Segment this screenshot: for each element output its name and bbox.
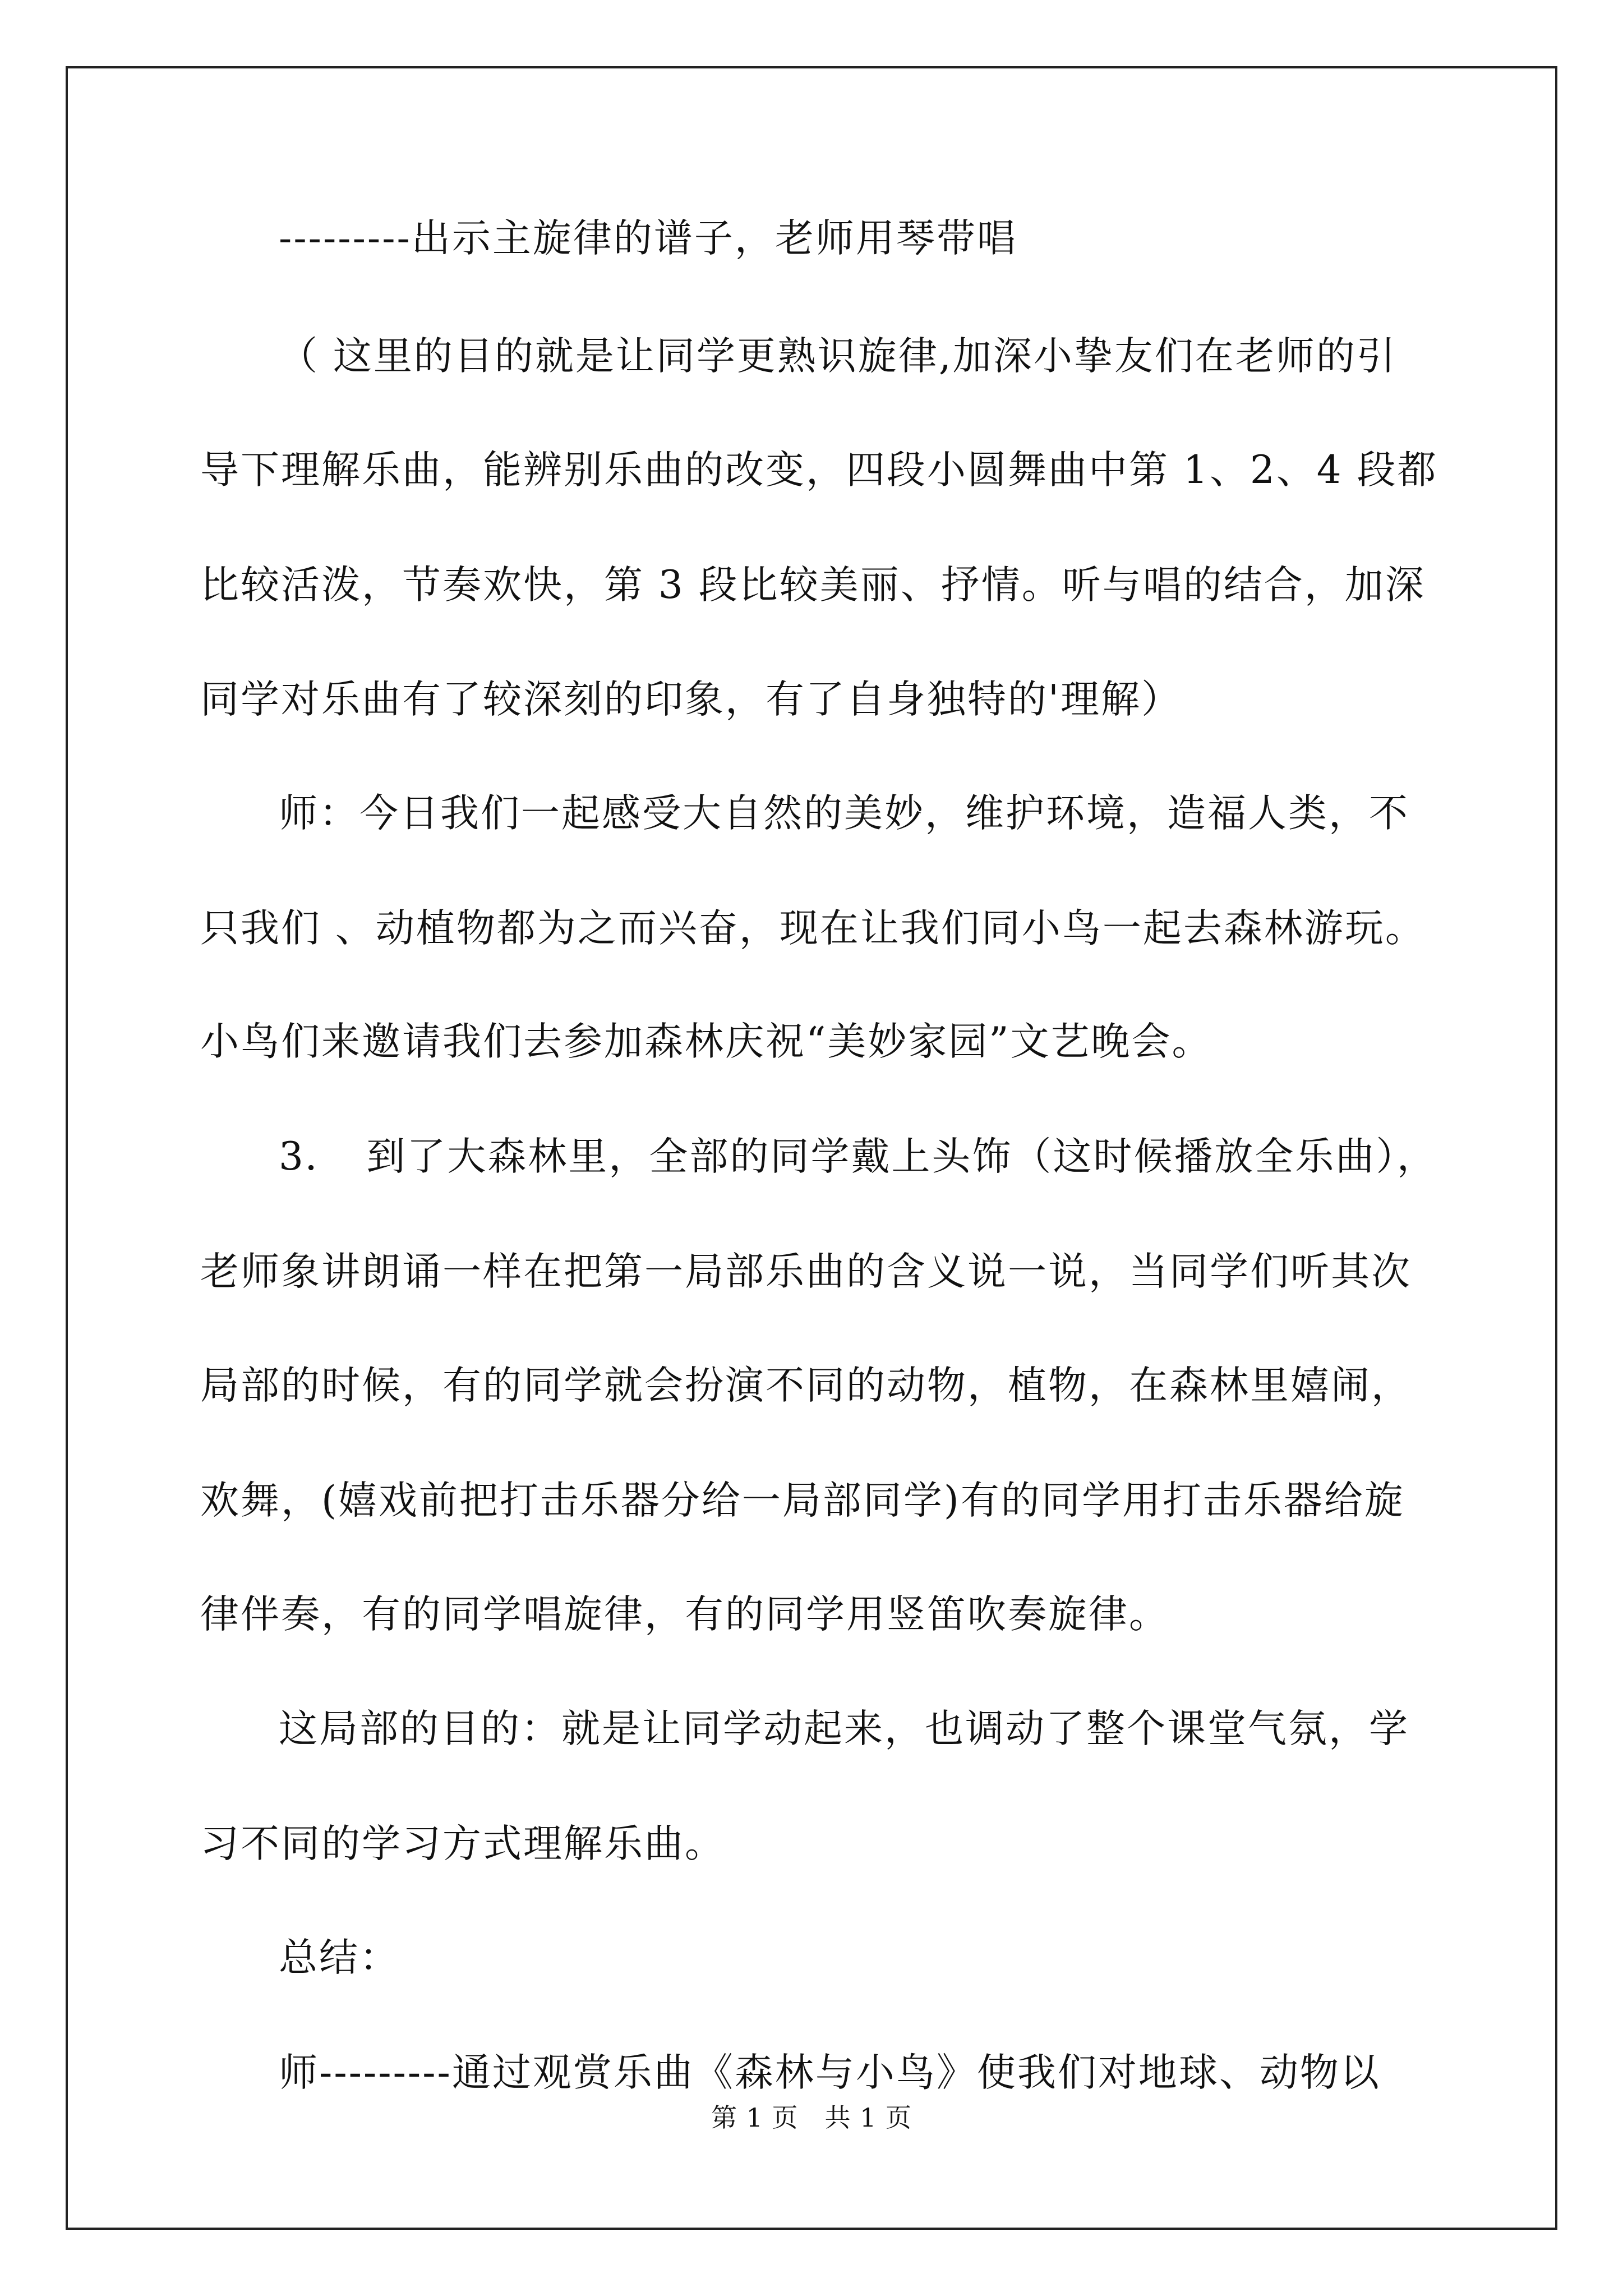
text-line-17: 师---------通过观赏乐曲《森林与小鸟》使我们对地球、动物以: [279, 2050, 1381, 2095]
page-footer: 第 1 页 共 1 页: [711, 2102, 912, 2133]
text-line-3: 导下理解乐曲，能辨别乐曲的改变，四段小圆舞曲中第 1、2、4 段都: [200, 448, 1438, 493]
text-line-8: 小鸟们来邀请我们去参加森林庆祝“美妙家园”文艺晚会。: [200, 1019, 1212, 1064]
text-line-1: ---------出示主旋律的谱子，老师用琴带唱: [279, 216, 1017, 261]
text-line-9: 3． 到了大森林里，全部的同学戴上头饰（这时候播放全乐曲），: [279, 1134, 1437, 1179]
text-line-16: 总结：: [279, 1935, 400, 1980]
text-line-7: 只我们 、动植物都为之而兴奋，现在让我们同小鸟一起去森林游玩。: [200, 906, 1426, 951]
text-line-12: 欢舞，(嬉戏前把打击乐器分给一局部同学)有的同学用打击乐器给旋: [200, 1478, 1405, 1523]
text-line-11: 局部的时候，有的同学就会扮演不同的动物，植物，在森林里嬉闹，: [200, 1363, 1412, 1408]
text-line-6: 师：今日我们一起感受大自然的美妙，维护环境，造福人类，不: [279, 791, 1409, 836]
text-line-10: 老师象讲朗诵一样在把第一局部乐曲的含义说一说，当同学们听其次: [200, 1249, 1412, 1294]
text-line-15: 习不同的学习方式理解乐曲。: [200, 1821, 725, 1866]
text-line-14: 这局部的目的：就是让同学动起来，也调动了整个课堂气氛，学: [279, 1706, 1409, 1751]
text-line-2: （ 这里的目的就是让同学更熟识旋律,加深小挚友们在老师的引: [279, 334, 1397, 379]
text-line-4: 比较活泼，节奏欢快，第 3 段比较美丽、抒情。听与唱的结合，加深: [200, 563, 1426, 608]
text-line-5: 同学对乐曲有了较深刻的印象，有了自身独特的'理解）: [200, 677, 1182, 722]
text-line-13: 律伴奏，有的同学唱旋律，有的同学用竖笛吹奏旋律。: [200, 1592, 1169, 1637]
